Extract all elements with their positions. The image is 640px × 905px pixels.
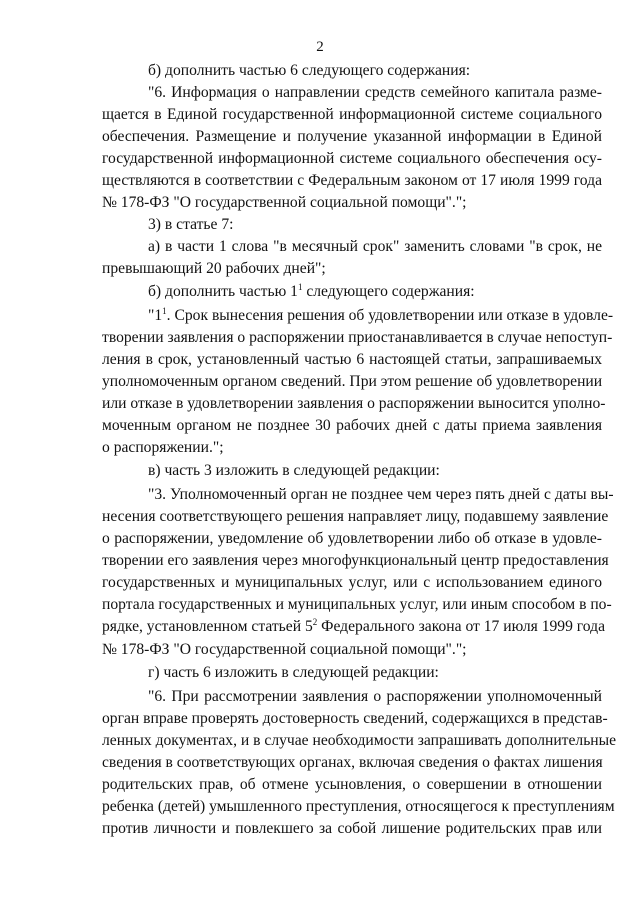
text-line: а) в части 1 слова "в месячный срок" заменить словами "в срок, не [148, 238, 602, 255]
text-line: орган вправе проверять достоверность сведений, содержащихся в представ- [102, 710, 608, 727]
text-line [148, 305, 614, 327]
text-line: № 178-ФЗ "О государственной социальной помощи"."; [102, 641, 467, 658]
superscript: 1 [162, 305, 167, 316]
text-fragment: б) дополнить частью 1 [148, 283, 298, 300]
text-line: № 178-ФЗ "О государственной социальной помощи"."; [102, 194, 467, 211]
text-fragment: . Срок вынесения решения об удовлетворении или отказе в удовле- [166, 307, 614, 324]
text-fragment: рядке, установленном статьей 5 [102, 618, 313, 635]
superscript: 1 [297, 281, 303, 292]
text-line: щается в Единой государственной информационной системе социального [102, 106, 602, 123]
text-line: ленных документах, и в случае необходимости запрашивать дополнительные [102, 732, 617, 749]
text-line: ления в срок, установленный частью 6 настоящей статьи, запрашиваемых [102, 351, 602, 368]
text-line: уполномоченным органом сведений. При этом решение об удовлетворении [102, 373, 603, 390]
page-number: 2 [316, 39, 324, 55]
text-line: сведения в соответствующих органах, включая сведения о фактах лишения [102, 754, 603, 771]
text-fragment: следующего содержания: [302, 283, 475, 300]
text-line: г) часть 6 изложить в следующей редакции: [148, 664, 439, 681]
text-line: ществляются в соответствии с Федеральным законом от 17 июля 1999 года [102, 172, 602, 189]
text-line: "6. Информация о направлении средств семейного капитала разме- [148, 84, 602, 101]
text-line: б) дополнить частью 6 следующего содержания: [148, 62, 471, 79]
text-line: о распоряжении, уведомление об удовлетворении либо об отказе в удовле- [102, 530, 602, 547]
text-fragment: Федерального закона от 17 июля 1999 года [317, 618, 606, 635]
text-line: творении заявления о распоряжении приостанавливается в случае непоступ- [102, 329, 613, 346]
text-line: несения соответствующего решения направляет лицу, подавшему заявление [102, 508, 609, 525]
superscript: 2 [312, 616, 318, 627]
text-line: против личности и повлекшего за собой лишение родительских прав или [102, 820, 602, 837]
text-line: 3) в статье 7: [148, 216, 234, 233]
text-line: творении его заявления через многофункциональный центр предоставления [102, 552, 609, 569]
text-line: в) часть 3 изложить в следующей редакции: [148, 462, 440, 479]
text-line [148, 281, 602, 303]
text-line: портала государственных и муниципальных услуг, или иным способом в по- [102, 596, 612, 613]
text-line: государственных и муниципальных услуг, или с использованием единого [102, 574, 602, 591]
text-line: моченным органом не позднее 30 рабочих дней с даты приема заявления [102, 417, 602, 434]
text-line: "3. Уполномоченный орган не позднее чем через пять дней с даты вы- [148, 486, 614, 503]
text-line: государственной информационной системе социального обеспечения осу- [102, 150, 602, 167]
text-line: родительских прав, об отмене усыновления, о совершении в отношении [102, 776, 602, 793]
text-line [102, 616, 606, 638]
text-line: ребенка (детей) умышленного преступления, относящегося к преступлениям [102, 798, 615, 815]
text-fragment: "1 [148, 307, 163, 324]
text-line: обеспечения. Размещение и получение указанной информации в Единой [102, 128, 602, 145]
text-line: "6. При рассмотрении заявления о распоряжении уполномоченный [148, 688, 602, 705]
text-line: о распоряжении."; [102, 439, 224, 456]
text-line: превышающий 20 рабочих дней"; [102, 260, 326, 277]
text-line: или отказе в удовлетворении заявления о распоряжении выносится уполно- [102, 395, 606, 412]
